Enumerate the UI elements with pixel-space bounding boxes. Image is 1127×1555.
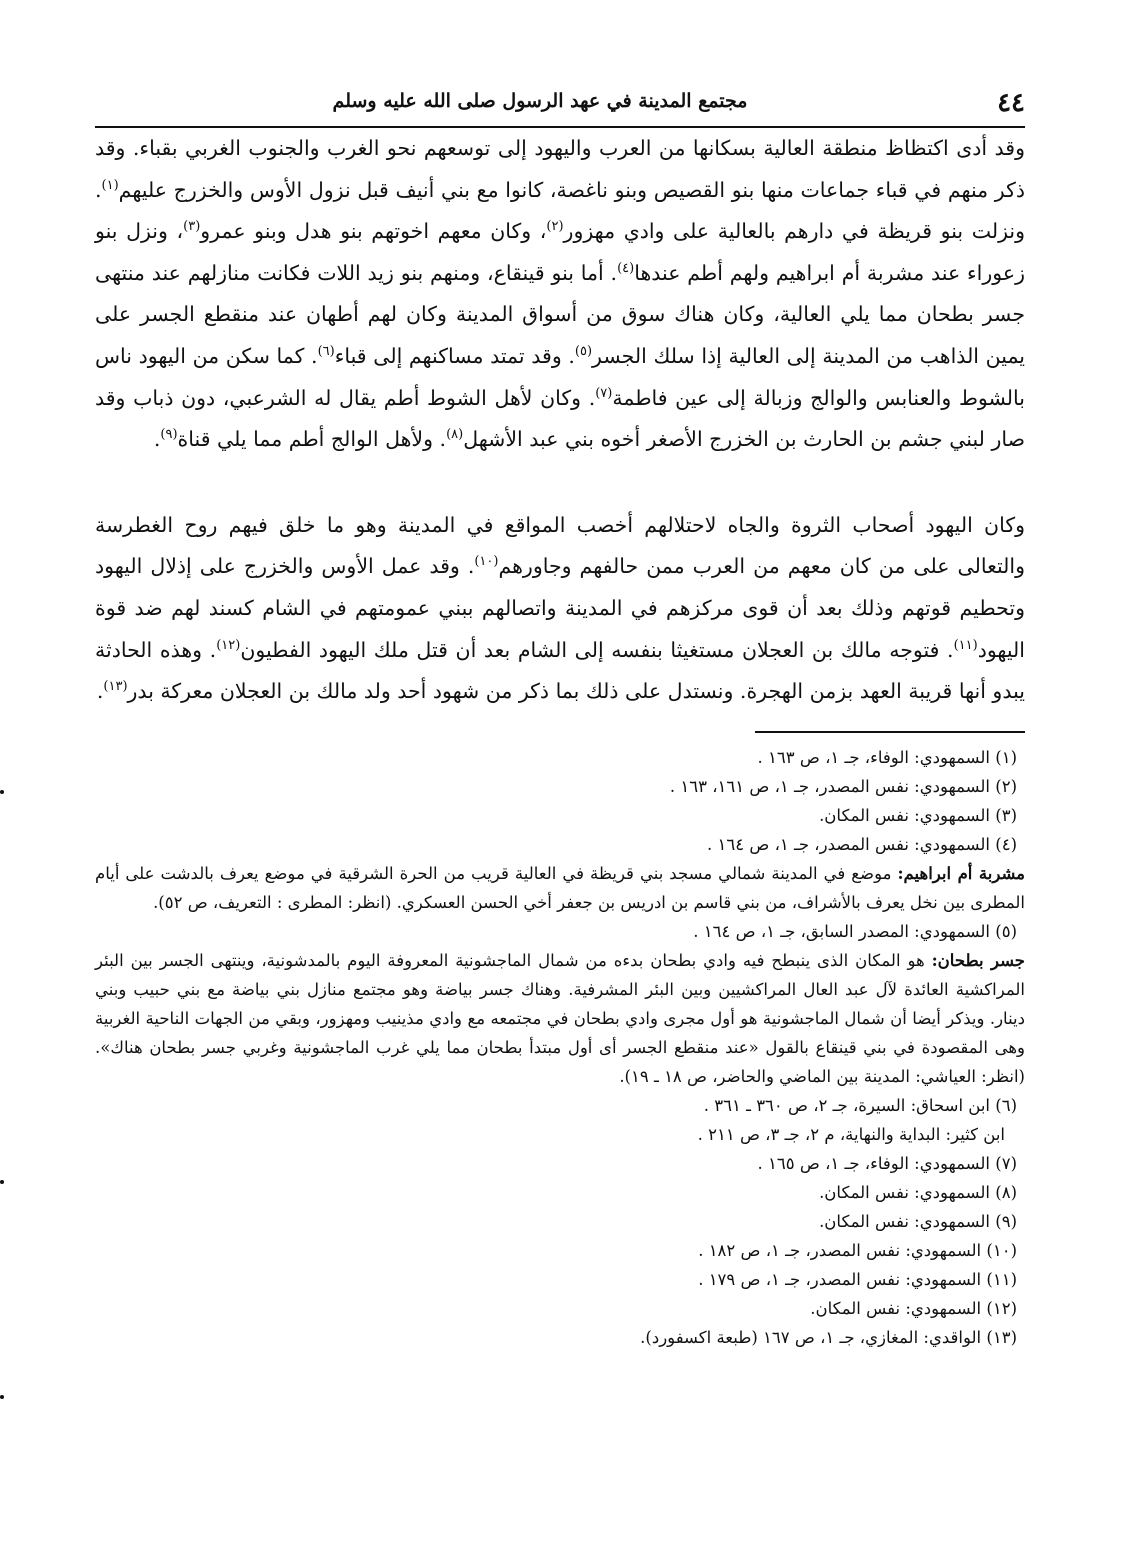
footnote-ref-5: (٥) — [574, 344, 593, 360]
footnote-ref-6: (٦) — [317, 344, 335, 360]
footnote-note-5 — [95, 946, 1025, 1091]
footnote-ref-1: (١) — [101, 177, 119, 193]
page-header — [95, 88, 1025, 128]
footnote-4: (٤) السمهودي: نفس المصدر، جـ ١، ص ١٦٤ . — [707, 834, 1017, 854]
footnote-ref-10: (١٠) — [474, 554, 499, 570]
footnote-ref-3: (٣) — [183, 219, 201, 235]
footnote-6: (٦) ابن اسحاق: السيرة، جـ ٢، ص ٣٦٠ ـ ٣٦١ . — [703, 1095, 1017, 1115]
note-text: هو المكان الذى ينبطح فيه وادي بطحان بدءه من شمال الماجشونية المعروفة اليوم بالمدشونية، وينتهى الجسر بين البئر المراكشية العائدة لآل عبد العال المراكشيين وبين البئر المشرفية. وهناك جسر بياضة وهو مجتمع منازل بني بياضة مع بني حبيب وبني دينار. ويذكر أيضا أن شمال الماجشونية هو أول مجرى وادي بطحان في مجتمعه مع وادي مذينيب ومهزور، وبقي من الجهات الناحية الغربية وهى المقصودة في بني قينقاع بالقول «عند منقطع الجسر أى أول مبتدأ بطحان مما يلي غرب الماجشونية وغربي جسر بطحان هناك». (انظر: العياشي: المدينة بين الماضي والحاضر، ص ١٨ ـ ١٩). — [95, 950, 1025, 1086]
footnote-separator — [755, 731, 1025, 733]
footnote-ref-11: (١١) — [953, 637, 978, 653]
footnote-1: (١) السمهودي: الوفاء، جـ ١، ص ١٦٣ . — [757, 747, 1017, 767]
para-text: ، ونزل بنو زعوراء عند مشربة أم ابراهيم ولهم أطم عندها — [95, 219, 1025, 285]
footnote-ref-9: (٩) — [160, 427, 178, 443]
running-title: مجتمع المدينة في عهد الرسول صلى الله عليه وسلم — [332, 90, 748, 112]
footnote-note-4 — [95, 859, 1025, 917]
note-heading: مشربة أم ابراهيم: — [897, 863, 1025, 883]
footnote-12: (١٢) السمهودي: نفس المكان. — [810, 1298, 1017, 1318]
footnote-ref-12: (١٢) — [216, 637, 241, 653]
para-text: . أما بنو قينقاع، ومنهم بنو زيد اللات فكانت منازلهم عند منتهى جسر بطحان مما يلي العالية، وكان هناك سوق من أسواق المدينة وكان لهم أطهان عند منقطع الجسر على يمين الذاهب من المدينة إلى العالية إذا سلك الجسر — [95, 260, 1026, 368]
footnote-5: (٥) السمهودي: المصدر السابق، جـ ١، ص ١٦٤ . — [693, 921, 1017, 941]
body-paragraph-1 — [95, 128, 1025, 461]
para-text: . وقد عمل الأوس والخزرج على إذلال اليهود وتحطيم قوتهم وذلك بعد أن قوى مركزهم في المدينة واتصالهم ببني عمومتهم في الشام كسند لهم ضد قوة اليهود — [95, 554, 1025, 662]
footnote-ref-7: (٧) — [595, 385, 613, 401]
para-text: . وقد تمتد مساكنهم إلى قباء — [334, 343, 575, 368]
para-text: ، وكان معهم اخوتهم بنو هدل وبنو عمرو — [200, 219, 547, 244]
document-page — [95, 88, 1025, 1352]
footnote-13: (١٣) الواقدي: المغازي، جـ ١، ص ١٦٧ (طبعة اكسفورد). — [640, 1327, 1017, 1347]
footnotes — [95, 743, 1025, 1352]
footnote-10: (١٠) السمهودي: نفس المصدر، جـ ١، ص ١٨٢ . — [698, 1240, 1017, 1260]
header-rule — [95, 126, 1025, 128]
page-number: ٤٤ — [997, 88, 1025, 118]
footnote-11: (١١) السمهودي: نفس المصدر، جـ ١، ص ١٧٩ . — [698, 1269, 1017, 1289]
footnote-8: (٨) السمهودي: نفس المكان. — [819, 1182, 1017, 1202]
para-text: . ولأهل الوالج أطم مما يلي قناة — [177, 427, 447, 452]
note-heading: جسر بطحان: — [931, 950, 1026, 970]
margin-dot-1 — [0, 790, 4, 794]
footnote-ref-2: (٢) — [546, 219, 564, 235]
footnote-ref-4: (٤) — [617, 260, 635, 276]
para-text: . — [96, 679, 104, 704]
para-text: . وهذه الحادثة يبدو أنها قريبة العهد بزمن الهجرة. ونستدل على ذلك بما ذكر من شهود أحد ولد مالك بن العجلان معركة بدر — [95, 637, 1025, 704]
para-text: وكان اليهود أصحاب الثروة والجاه لاحتلالهم أخصب المواقع في المدينة وهو ما خلق فيهم روح الغطرسة والتعالى على من كان معهم من العرب ممن حالفهم وجاورهم — [95, 512, 1025, 579]
footnote-6b: ابن كثير: البداية والنهاية، م ٢، جـ ٣، ص ٢١١ . — [697, 1124, 1005, 1144]
footnote-7: (٧) السمهودي: الوفاء، جـ ١، ص ١٦٥ . — [757, 1153, 1017, 1173]
margin-dot-2 — [0, 1180, 4, 1184]
body-paragraph-2 — [95, 505, 1025, 713]
footnote-3: (٣) السمهودي: نفس المكان. — [819, 805, 1017, 825]
para-text: . فتوجه مالك بن العجلان مستغيثا بنفسه إلى الشام بعد أن قتل ملك اليهود الفطيون — [240, 637, 954, 662]
footnote-ref-8: (٨) — [446, 427, 464, 443]
para-text: . كما سكن من اليهود ناس بالشوط والعنابس والوالج وزبالة إلى عين فاطمة — [95, 343, 1025, 410]
margin-dot-3 — [0, 1395, 4, 1399]
footnote-9: (٩) السمهودي: نفس المكان. — [819, 1211, 1017, 1231]
footnote-2: (٢) السمهودي: نفس المصدر، جـ ١، ص ١٦١، ١٦٣ . — [669, 776, 1017, 796]
note-text: موضع في المدينة شمالي مسجد بني قريظة في العالية قريب من الحرة الشرقية في موضع يعرف بالدشت على أيام المطرى بين نخل يعرف بالأشراف، من بني قاسم بن ادريس بن جعفر أخي الحسن العسكري. (انظر: المطرى : التعريف، ص ٥٢). — [95, 863, 1025, 912]
footnote-ref-13: (١٣) — [103, 679, 128, 695]
para-text: . وكان لأهل الشوط أطم يقال له الشرعبي، دون ذباب وقد صار لبني جشم بن الحارث بن الخزرج الأصغر أخوه بني عبد الأشهل — [95, 385, 1025, 452]
para-text: . — [153, 427, 161, 452]
para-text: وقد أدى اكتظاظ منطقة العالية بسكانها من العرب واليهود إلى توسعهم نحو الغرب والجنوب الغربي بقباء. وقد ذكر منهم في قباء جماعات منها بنو القصيص وبنو ناغصة، كانوا مع بني أنيف قبل نزول الأوس والخزرج عليهم — [95, 136, 1025, 202]
para-text: . ونزلت بنو قريظة في دارهم بالعالية على وادي مهزور — [95, 177, 1025, 244]
